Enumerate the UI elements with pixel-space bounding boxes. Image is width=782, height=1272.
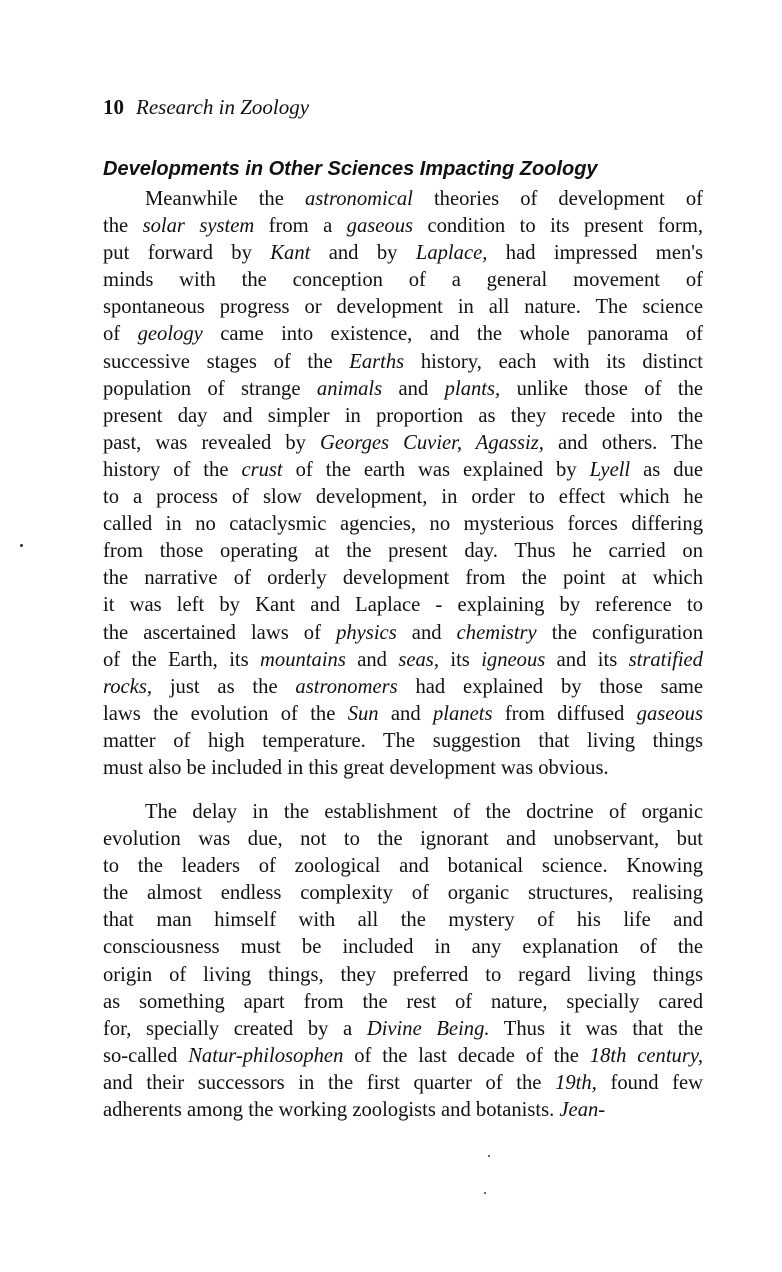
- text-line: spontaneous progress or development in all nature. The science: [103, 296, 703, 319]
- emphasis: Natur-philosophen: [188, 1044, 344, 1067]
- text-line: so-called Natur-philosophen of the last decade of the 18th century,: [103, 1044, 703, 1067]
- emphasis: 19th,: [555, 1071, 597, 1094]
- scan-speck: [488, 1155, 490, 1157]
- scan-speck: [484, 1192, 486, 1194]
- emphasis: Sun: [347, 702, 379, 725]
- text-line: put forward by Kant and by Laplace, had impressed men's: [103, 242, 703, 265]
- text-line: to the leaders of zoological and botanical science. Knowing: [103, 855, 703, 878]
- text-line: present day and simpler in proportion as they recede into the: [103, 404, 703, 427]
- emphasis: physics: [336, 621, 397, 644]
- text-line: that man himself with all the mystery of his life and: [103, 909, 703, 932]
- emphasis: Kant: [270, 242, 311, 265]
- text-line: evolution was due, not to the ignorant and unobservant, but: [103, 828, 703, 851]
- emphasis: astronomical: [304, 188, 413, 210]
- text-line: the solar system from a gaseous condition to its present form,: [103, 215, 704, 238]
- emphasis: gaseous: [636, 702, 703, 725]
- section-heading: Developments in Other Sciences Impacting Zoology: [103, 158, 598, 180]
- emphasis: astronomers: [295, 675, 398, 698]
- text-line: past, was revealed by Georges Cuvier, Agassiz, and others. The: [103, 431, 703, 454]
- emphasis: Earths: [349, 350, 405, 373]
- emphasis: igneous: [481, 648, 546, 671]
- emphasis: animals: [316, 377, 383, 400]
- text-line: origin of living things, they preferred to regard living things: [103, 963, 703, 986]
- text-line: it was left by Kant and Laplace - explaining by reference to: [103, 594, 703, 617]
- text-line: minds with the conception of a general movement of: [103, 269, 703, 292]
- paragraph-1: [103, 186, 703, 782]
- text-line: Meanwhile the astronomical theories of development of: [145, 188, 703, 210]
- emphasis: seas,: [398, 648, 439, 671]
- text-line: the narrative of orderly development from the point at which: [103, 567, 703, 590]
- emphasis: planets: [432, 702, 493, 725]
- text-line: adherents among the working zoologists and botanists. Jean-: [103, 1099, 606, 1122]
- emphasis: stratified: [628, 648, 703, 671]
- text-line: history of the crust of the earth was explained by Lyell as due: [103, 458, 704, 481]
- text-line: and their successors in the first quarter of the 19th, found few: [103, 1071, 704, 1094]
- emphasis: rocks,: [103, 675, 152, 698]
- running-header: [103, 93, 309, 121]
- text-line: of geology came into existence, and the whole panorama of: [103, 323, 703, 346]
- text-line: for, specially created by a Divine Being. Thus it was that the: [103, 1017, 703, 1040]
- text-line: to a process of slow development, in order to effect which he: [103, 486, 703, 509]
- text-line: the almost endless complexity of organic structures, realising: [103, 882, 703, 905]
- running-title: Research in Zoology: [136, 95, 310, 119]
- emphasis: Divine Being.: [366, 1017, 490, 1040]
- page-number: 10: [103, 95, 124, 119]
- paragraph-2: [103, 799, 703, 1124]
- emphasis: crust: [241, 458, 283, 481]
- text-line: rocks, just as the astronomers had explained by those same: [103, 675, 703, 698]
- emphasis: plants,: [444, 377, 501, 400]
- text-line: consciousness must be included in any explanation of the: [103, 936, 703, 959]
- emphasis: Lyell: [589, 458, 631, 481]
- text-line: laws the evolution of the Sun and planets from diffused gaseous: [103, 702, 703, 725]
- text-line: population of strange animals and plants, unlike those of the: [103, 377, 704, 400]
- text-line: must also be included in this great development was obvious.: [103, 756, 609, 779]
- emphasis: 18th century,: [589, 1044, 703, 1067]
- text-line: as something apart from the rest of nature, specially cared: [103, 990, 703, 1013]
- emphasis: geology: [137, 323, 203, 346]
- emphasis: solar system: [142, 215, 255, 238]
- text-line: the ascertained laws of physics and chemistry the configuration: [103, 621, 704, 644]
- emphasis: Georges Cuvier, Agassiz,: [320, 431, 544, 454]
- text-line: successive stages of the Earths history, each with its distinct: [103, 350, 704, 373]
- text-line: of the Earth, its mountains and seas, its igneous and its stratified: [103, 648, 703, 671]
- text-line: from those operating at the present day. Thus he carried on: [103, 540, 703, 563]
- text-line: The delay in the establishment of the doctrine of organic: [145, 801, 703, 823]
- emphasis: Laplace,: [415, 242, 488, 265]
- emphasis: mountains: [260, 648, 346, 671]
- scan-speck: [20, 544, 23, 547]
- emphasis: Jean-: [559, 1099, 606, 1122]
- text-line: called in no cataclysmic agencies, no mysterious forces differing: [103, 513, 703, 536]
- text-line: matter of high temperature. The suggestion that living things: [103, 729, 703, 752]
- emphasis: gaseous: [346, 215, 414, 238]
- emphasis: chemistry: [456, 621, 537, 644]
